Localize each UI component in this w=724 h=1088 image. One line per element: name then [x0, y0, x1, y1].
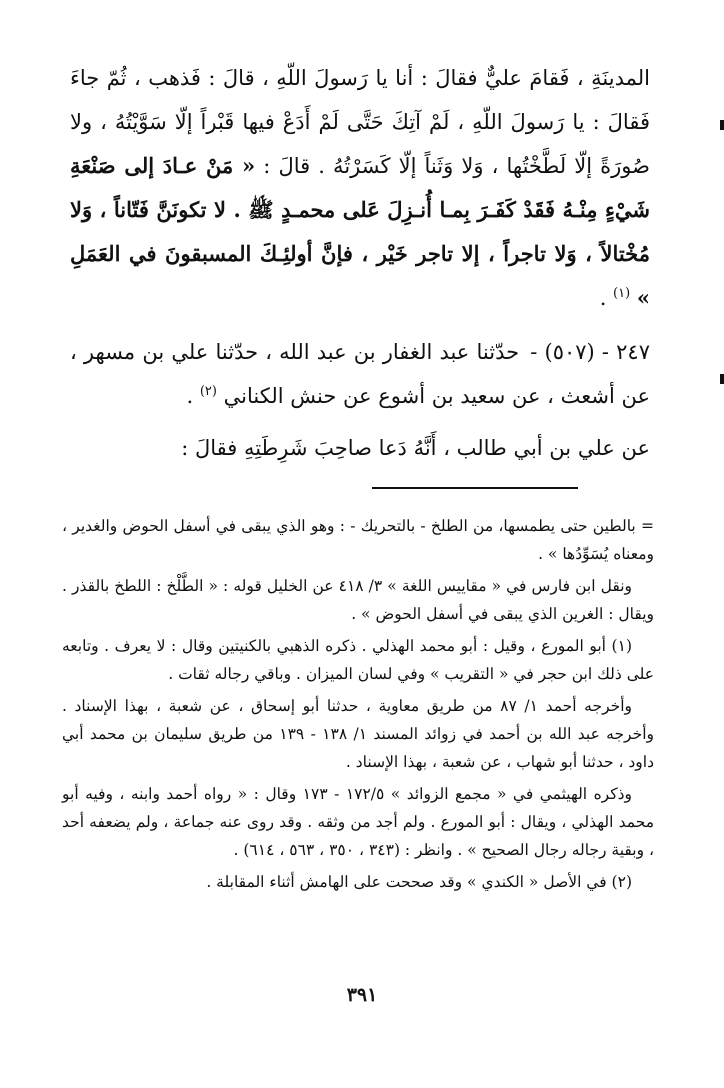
isnad: حدّثنا عبد الغفار بن عبد الله ، حدّثنا علي بن مسهر ، عن أشعث ، عن سعيد بن أشوع عن حنش الكناني — [70, 340, 650, 408]
hadith-matn-start: عن علي بن أبي طالب ، أَنَّهُ دَعا صاحِبَ شَرِطَتِهِ فقالَ : — [181, 436, 650, 460]
main-text — [70, 56, 650, 470]
footnote-2: (٢) في الأصل « الكندي » وقد صححت على الهامش أثناء المقابلة . — [206, 873, 632, 891]
footnote-continuation: = بالطين حتى يطمسها، من الطلخ - بالتحريك - : وهو الذي يبقى في أسفل الحوض والغدير ، ومعناه يُسَوِّدُها » . — [62, 517, 654, 563]
margin-mark — [720, 374, 724, 384]
page-number: ٣٩١ — [346, 984, 378, 1006]
footnotes — [62, 512, 654, 900]
margin-mark — [720, 120, 724, 130]
hadith-paragraph — [70, 56, 650, 320]
footnote-separator — [372, 487, 578, 489]
paragraph-end: . — [599, 286, 614, 310]
hadith-number: ٢٤٧ - (٥٠٧) - — [530, 340, 650, 364]
footnote-ref-1: (١) — [613, 286, 631, 301]
prophet-saying: « مَنْ عـادَ إلى صَنْعَةِ شَيْءٍ مِنْـهُ فَقَدْ كَفَـرَ بِمـا أُنـزِلَ عَلى محمـدٍ ﷺ . لا تكونَنَّ فَتّاناً ، وَلا مُخْتالاً ، وَلا تاجراً ، إلا تاجر خَيْر ، فإنَّ أولئِـكَ المسبقونَ في العَمَلِ » — [70, 153, 650, 310]
footnote-ahmad: وأخرجه أحمد ١/ ٨٧ من طريق معاوية ، حدثنا أبو إسحاق ، عن شعبة ، بهذا الإسناد . وأخرجه عبد الله بن أحمد في زوائد المسند ١/ ١٣٨ - ١٣٩ من طريق سليمان بن محمد أبي داود ، حدثنا أبو شهاب ، عن شعبة ، بهذا الإسناد . — [62, 697, 654, 771]
footnote-ibn-faris: ونقل ابن فارس في « مقاييس اللغة » ٣/ ٤١٨ عن الخليل قوله : « الطَّلْخ : اللطخ بالقذر . ويقال : الغرين الذي يبقى في أسفل الحوض » . — [62, 577, 654, 623]
footnote-1: (١) أبو المورع ، وقيل : أبو محمد الهذلي . ذكره الذهبي بالكنيتين وقال : لا يعرف . وتابعه على ذلك ابن حجر في « التقريب » وفي لسان الميزان . وباقي رجاله ثقات . — [62, 637, 654, 683]
hadith-narrative: المدينَةِ ، فَقامَ عليٌّ فقالَ : أنا يا رَسولَ اللّهِ ، قالَ : فَذهب ، ثُمّ جاءَ فَقالَ : يا رَسولَ اللّهِ ، لَمْ آتِكَ حَتَّى لَمْ أَدَعْ فيها قَبْراً إلّا سَوَّيْتُهُ ، ولا صُورَةً إلّا لَطَّخْتُها ، وَلا وَثَناً إلّا كَسَرْتُهُ . قالَ : — [70, 66, 650, 178]
paragraph-end: . — [186, 384, 200, 408]
hadith-247 — [70, 330, 650, 418]
footnote-ref-2: (٢) — [199, 384, 217, 399]
footnote-haythami: وذكره الهيثمي في « مجمع الزوائد » ١٧٢/٥ - ١٧٣ وقال : « رواه أحمد وابنه ، وفيه أبو محمد الهذلي ، ويقال : أبو المورع . ولم أجد من وثقه . وقد روى عنه جماعة ، ولم يضعفه أحد ، وبقية رجاله رجال الصحيح » . وانظر : (٣٤٣ ، ٣٥٠ ، ٥٦٣ ، ٦١٤) . — [62, 785, 654, 859]
